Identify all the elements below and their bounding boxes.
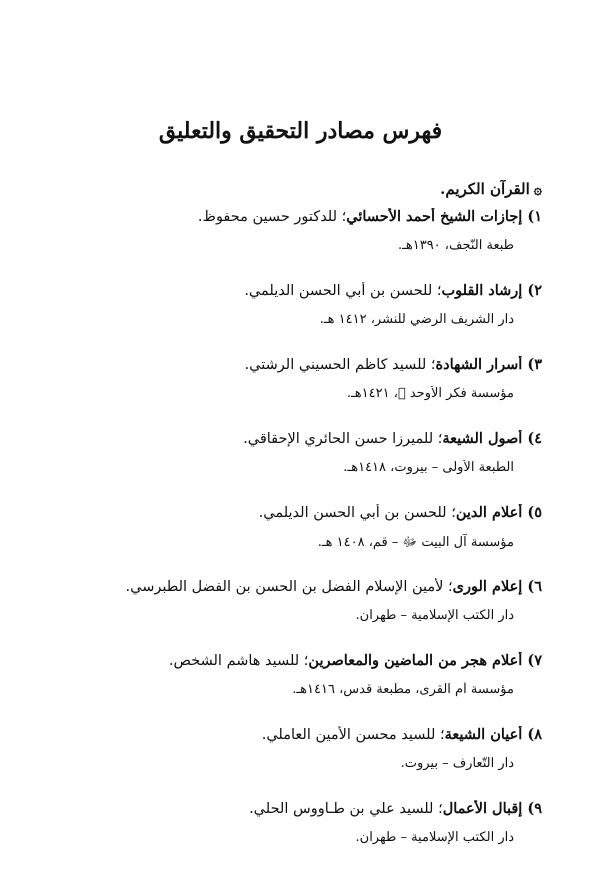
- entry-title: إعلام الورى: [452, 578, 523, 595]
- entry-number: ٨): [527, 726, 542, 743]
- entry-author: ؛ للسيد كاظم الحسيني الرشتي.: [244, 357, 436, 373]
- entry-title: أسرار الشهادة: [435, 356, 523, 373]
- entry-number: ٤): [527, 430, 542, 447]
- entry-title: إرشاد القلوب: [441, 282, 523, 299]
- entry-publication: طبعة النّجف، ١٣٩٠هـ.: [397, 238, 514, 253]
- entry-title: أصول الشيعة: [442, 430, 523, 447]
- entry-publication: مؤسسة فكر الأوحد ﷫، ١٤٢١هـ.: [346, 386, 514, 401]
- entry-heading: [70, 430, 542, 460]
- entry-number: ٧): [527, 652, 542, 669]
- entry-author: ؛ لأمين الإسلام الفضل بن الحسن بن الفضل الطبرسي.: [125, 579, 453, 595]
- entry-publication: مؤسسة آل البيت ﷻ – قم، ١٤٠٨ هـ.: [317, 535, 514, 550]
- entry-author: ؛ للحسن بن أبي الحسن الديلمي.: [244, 283, 442, 299]
- entry-title: أعلام هجر من الماضين والمعاصرين: [308, 652, 523, 669]
- entry-heading: [70, 208, 542, 238]
- entry-number: ٥): [527, 504, 542, 521]
- entry-heading: [70, 578, 542, 608]
- entry-publication: الطبعة الأولى – بيروت، ١٤١٨هـ.: [343, 460, 514, 475]
- entry-author: ؛ للميرزا حسن الحائري الإحقاقي.: [243, 431, 443, 447]
- entry-heading: [70, 504, 542, 534]
- entry-title: إجازات الشيخ أحمد الأحسائي: [346, 208, 523, 225]
- reference-entry: [70, 504, 542, 578]
- entry-author: ؛ للسيد علي بن طـاووس الحلي.: [249, 801, 443, 817]
- entry-number: ١): [527, 208, 542, 225]
- entry-publication: دار الكتب الإسلامية – طهران.: [355, 830, 514, 845]
- reference-entry: [70, 282, 542, 356]
- entry-author: ؛ للسيد هاشم الشخص.: [168, 653, 309, 669]
- entry-number: ٦): [527, 578, 542, 595]
- intro-line: [70, 180, 542, 208]
- entry-title: إقبال الأعمال: [442, 800, 523, 817]
- entry-author: ؛ للدكتور حسين محفوظ.: [197, 209, 347, 225]
- references-list: [70, 180, 542, 874]
- entry-publication: مؤسسة أم القرى، مطبعة قدس، ١٤١٦هـ.: [292, 682, 514, 697]
- entry-heading: [70, 652, 542, 682]
- entry-heading: [70, 726, 542, 756]
- entry-author: ؛ للحسن بن أبي الحسن الديلمي.: [258, 505, 456, 521]
- entry-publication: دار الشريف الرضي للنشر، ١٤١٢ هـ.: [319, 312, 514, 327]
- entry-number: ٩): [527, 800, 542, 817]
- entry-title: أعيان الشيعة: [444, 726, 523, 743]
- entry-number: ٣): [527, 356, 542, 373]
- reference-entry: [70, 356, 542, 430]
- entry-heading: [70, 356, 542, 386]
- reference-entry: [70, 726, 542, 800]
- reference-entry: [70, 208, 542, 282]
- reference-entry: [70, 652, 542, 726]
- ornament-icon: ۞: [533, 182, 542, 198]
- entry-heading: [70, 282, 542, 312]
- entry-heading: [70, 800, 542, 830]
- reference-entry: [70, 430, 542, 504]
- page-title: فهرس مصادر التحقيق والتعليق: [158, 118, 443, 144]
- reference-entry: [70, 800, 542, 874]
- entry-author: ؛ للسيد محسن الأمين العاملي.: [261, 727, 445, 743]
- entry-publication: دار الكتب الإسلامية – طهران.: [355, 608, 514, 623]
- intro-text: القرآن الكريم.: [440, 180, 530, 198]
- reference-entry: [70, 578, 542, 652]
- entry-title: أعلام الدين: [455, 504, 523, 521]
- entry-number: ٢): [527, 282, 542, 299]
- entry-publication: دار التّعارف – بيروت.: [400, 756, 514, 771]
